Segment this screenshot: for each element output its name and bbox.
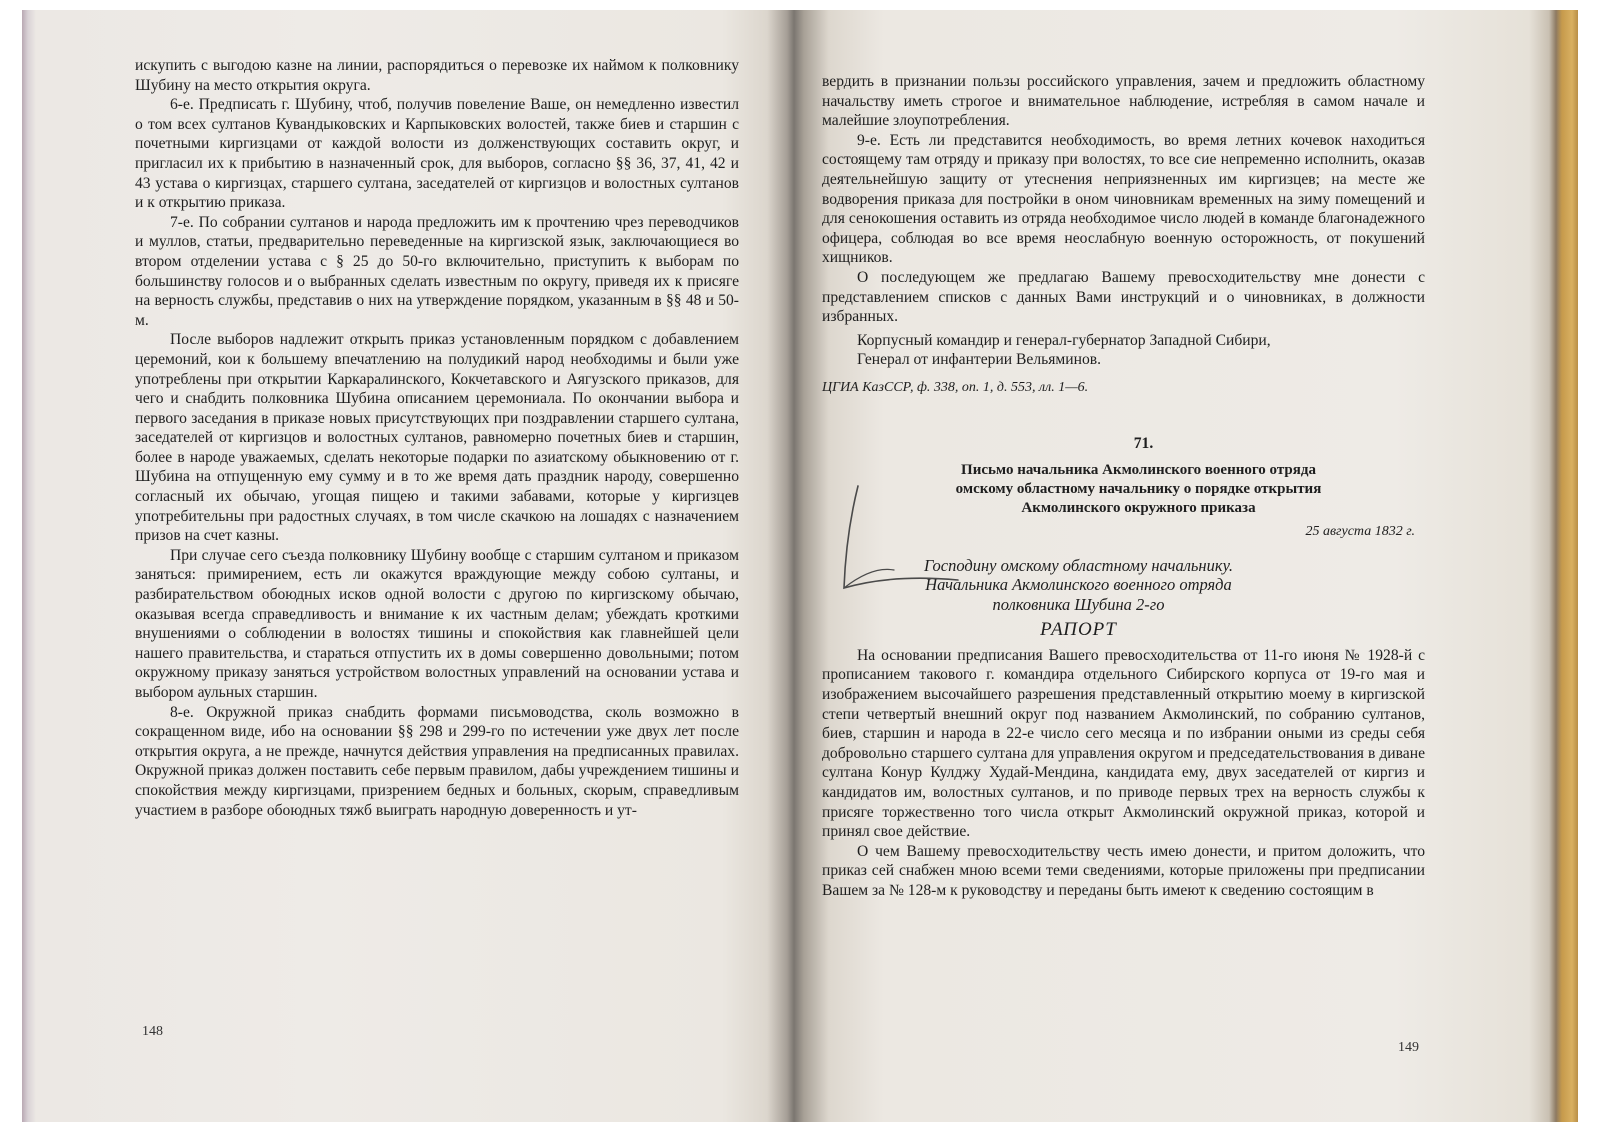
page-number-left: 148 [142, 1024, 163, 1039]
right-paragraph: 9-е. Есть ли представится необходимость, во время летних кочевок находиться состоящему там отряду и приказу при волостях, то все сие непременно исполнить, оказав деятельнейшую защиту от утеснения неприязненных им киргизцев; на месте же водворения приказа для постройки в оном чиновникам временных на зиму помещений и для сенокошения оставить из отряда необходимое число людей в команде благонадежного офицера, соблюдая во все время неослабную военную осторожность, от покушений хищников. [822, 131, 1425, 267]
pencil-margin-mark [832, 484, 962, 594]
report-paragraph: О чем Вашему превосходительству честь имею донести, и притом доложить, что приказ сей снабжен мною всеми теми сведениями, которые приложены при предписании Вашем за № 128-м к руководству и переданы быть имеют к сведению состоящим в [822, 842, 1425, 899]
left-paragraph: искупить с выгодою казне на линии, распорядиться о перевозке их наймом к полковнику Шубину на место открытия округа. [135, 57, 739, 94]
signature-line: Генерал от инфантерии Вельяминов. [857, 351, 1102, 369]
document-date: 25 августа 1832 г. [1305, 524, 1415, 540]
document-title-line: Акмолинского окружного приказа [1021, 500, 1256, 517]
left-paragraph: 6-е. Предписать г. Шубину, чтоб, получив повеление Ваше, он немедленно известил о том всех султанов Кувандыковских и Карпыковских волостей, также биев и старшин с почетными киргизцами от каждой волости из долженствующих составить округ, и пригласил их к прибытию в назначенный срок, для выборов, согласно §§ 36, 37, 41, 42 и 43 устава о киргизцах, старшего султана, заседателей от киргизцов и волостных султанов и к открытию приказа. [135, 96, 739, 212]
left-paragraph: 7-е. По собрании султанов и народа предложить им к прочтению чрез переводчиков и муллов, статьи, предварительно переведенные на киргизской язык, заключающиеся во втором отделении устава с § 25 до 50-го включительно, приступить к выборам по большинству голосов и о выбранных сделать известным по округу, приведя их к присяге на верность службы, представив о них на утверждение порядком, указанным в §§ 48 и 50-м. [135, 213, 739, 329]
left-paragraph: При случае сего съезда полковнику Шубину вообще с старшим султаном и приказом заняться: примирением, есть ли окажутся враждующие между собою султаны, и разбирательством обоюдных исков одной волости с другою по киргизскому обычаю, оказывая всегда справедливость и внимание к их частным делам; убеждать кроткими внушениями о соблюдении в волостях тишины и спокойствия как главнейшей цели нашего правительства, и стараться отпустить их в домы совершенно довольными; потом окружному приказу заняться устройством волостных управлений на основании устава и выбором аульных старшин. [135, 546, 739, 701]
addressee-line: Господину омскому областному начальнику. [924, 555, 1233, 575]
document-number: 71. [1133, 434, 1154, 452]
signature-line: Корпусный командир и генерал-губернатор Западной Сибири, [857, 331, 1271, 349]
right-paragraph: вердить в признании пользы российского управления, зачем и предложить областному начальству иметь строгое и внимательное наблюдение, истребляя в самом начале и малейшие злоупотребления. [822, 73, 1425, 130]
right-paragraph: О последующем же предлагаю Вашему превосходительству мне донести с представлением списков с данных Вами инструкций и о чиновниках, в должности избранных. [822, 268, 1425, 326]
report-heading: РАПОРТ [1040, 619, 1117, 641]
addressee-line: полковника Шубина 2-го [992, 594, 1165, 614]
archive-source: ЦГИА КазССР, ф. 338, оп. 1, д. 553, лл. 1—6. [822, 379, 1089, 395]
document-title-line: Письмо начальника Акмолинского военного отряда [961, 462, 1316, 479]
left-page-text [135, 56, 739, 820]
report-paragraph: На основании предписания Вашего превосходительства от 11-го июня № 1928-й с прописанием такового г. командира отдельного Сибирского корпуса от 19-го мая и изображением высочайшего разрешения представленный открытию моему в киргизской степи четвертый внешний округ под названием Акмолинский, по собранию султанов, биев, старшин и народа в 22-е число сего месяца и по избрании оными из среды себя добровольно старшего султана для управления округом и председательствования в диване султана Конур Кулджу Худай-Мендина, кандидата ему, двух заседателей от киргиз и кандидатов им, волостных султанов, и по приводе первых трех на верность службы к присяге торжественно того числа открыт Акмолинский окружной приказ, которой и принял свое действие. [822, 646, 1425, 841]
left-paragraph: После выборов надлежит открыть приказ установленным порядком с добавлением церемоний, кои к большему впечатлению на полудикий народ необходимы и были уже употреблены при открытии Каркаралинского, Кокчетавского и Аягузского приказов, для чего и снабдить полковника Шубина описанием церемониала. По окончании выбора и первого заседания в приказе новых присутствующих при поздравлении старшего султана, заседателей от киргизцов и волостных султанов, равномерно почетных биев и старшин, более в народе уважаемых, сделать некоторые подарки по азиатскому обыкновению от г. Шубина на отпущенную ему сумму и в то же время дать праздник народу, совершенно согласный их обычаю, угощая пищею и такими забавами, которые у киргизцев употребительны при радостных случаях, в том числе скачкою на лошадях с назначением призов на счет казны. [135, 331, 739, 545]
addressee-line: Начальника Акмолинского военного отряда [925, 575, 1232, 595]
page-number-right: 149 [1398, 1040, 1419, 1055]
document-title-line: омскому областному начальнику о порядке открытия [955, 481, 1322, 498]
left-paragraph: 8-е. Окружной приказ снабдить формами письмоводства, сколь возможно в сокращенном виде, ибо на основании §§ 298 и 299-го по истечении уже двух лет после открытия округа, а не прежде, начнутся действия управления на предписанных правилах. Окружной приказ должен поставить себе первым правилом, дабы учреждением тишины и спокойствия между киргизцами, призрением бедных и больных, скорым, справедливым участием в разборе обоюдных тяжб выиграть народную доверенность и ут- [135, 703, 739, 819]
